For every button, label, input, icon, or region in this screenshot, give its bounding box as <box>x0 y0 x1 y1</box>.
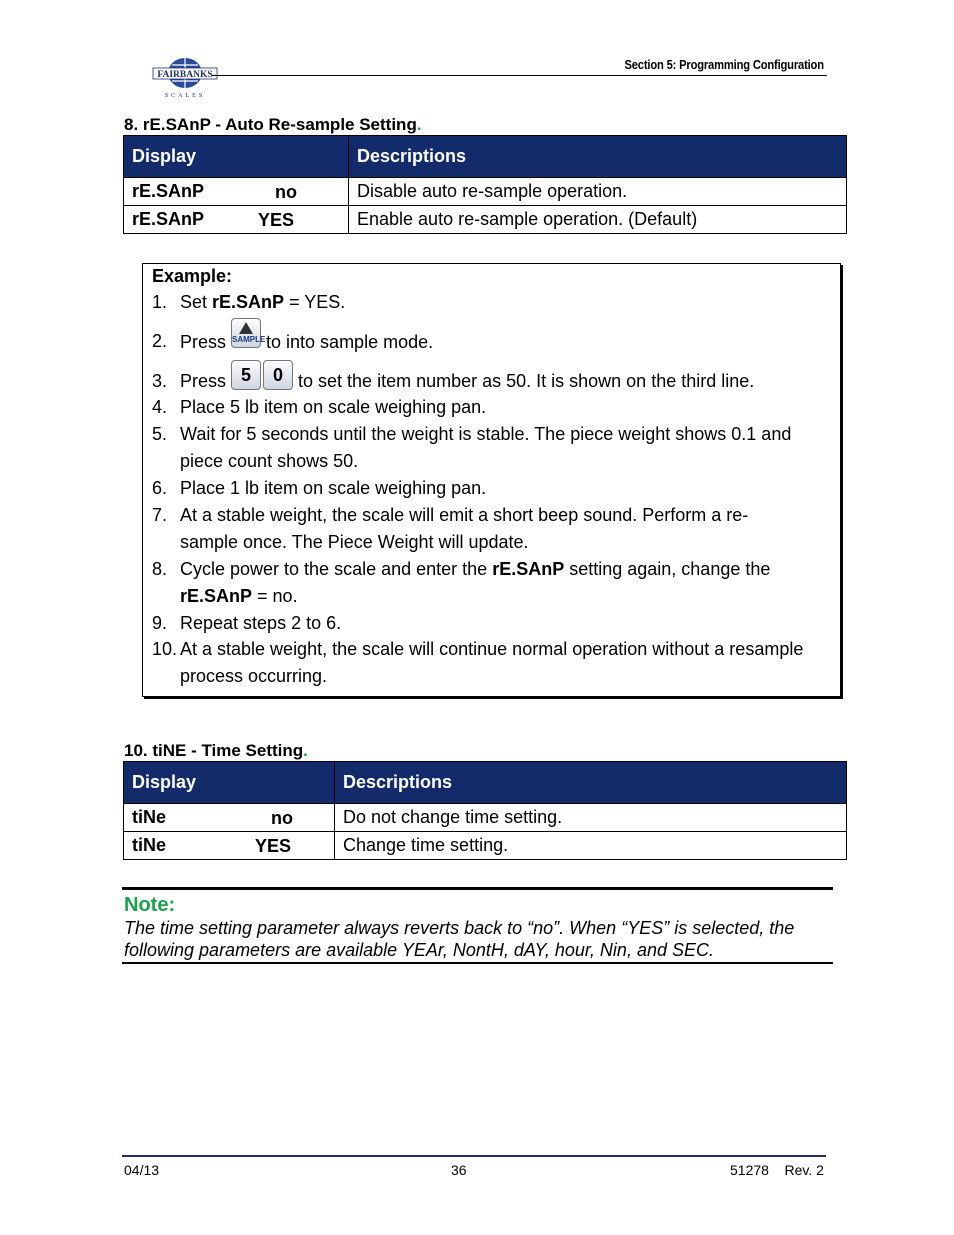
param-value: YES <box>255 836 292 856</box>
descriptions-column-header: Descriptions <box>349 136 847 178</box>
display-column-header: Display <box>124 762 335 804</box>
note-line: following parameters are available YEAr, NontH, dAY, hour, Nin, and SEC. <box>124 940 714 960</box>
step-number: 8. <box>152 559 168 579</box>
param-name: rE.SAnP <box>132 209 205 229</box>
step-text: Cycle power to the scale and enter the rE.SAnP setting again, change the rE.SAnP = no. <box>180 559 771 606</box>
param-value: no <box>271 808 293 828</box>
key-5-icon: 5 <box>231 360 261 390</box>
table-row <box>124 178 847 206</box>
table-row <box>124 206 847 234</box>
step-text: At a stable weight, the scale will emit a short beep sound. Perform a re- sample once. The Piece Weight will update. <box>180 505 749 552</box>
description-cell: Do not change time setting. <box>335 804 847 832</box>
step-text: Repeat steps 2 to 6. <box>180 613 342 633</box>
description-cell: Disable auto re-sample operation. <box>349 178 847 206</box>
descriptions-column-header: Descriptions <box>335 762 847 804</box>
step-number: 2. <box>152 331 168 351</box>
step-number: 1. <box>152 292 168 312</box>
example-title: Example: <box>152 266 233 286</box>
step-text: Place 1 lb item on scale weighing pan. <box>180 478 487 498</box>
display-cell <box>124 804 335 832</box>
table-header-row <box>124 762 847 804</box>
note-text <box>124 917 836 961</box>
note-line: The time setting parameter always reverts back to “no”. When “YES” is selected, the <box>124 918 795 938</box>
step-text: Wait for 5 seconds until the weight is stable. The piece weight shows 0.1 and piece count shows 50. <box>180 424 792 471</box>
footer-divider <box>122 1155 826 1157</box>
step-text: Place 5 lb item on scale weighing pan. <box>180 397 487 417</box>
header-divider <box>212 75 827 76</box>
section-8-heading-text: 8. rE.SAnP - Auto Re-sample Setting <box>124 115 417 134</box>
table-header-row <box>124 136 847 178</box>
step-number: 4. <box>152 397 168 417</box>
description-cell: Enable auto re-sample operation. (Default) <box>349 206 847 234</box>
step-number: 9. <box>152 613 168 633</box>
step-text: Press 5 0 to set the item number as 50. It is shown on the third line. <box>180 368 830 400</box>
step-text: Press SAMPLE to into sample mode. <box>180 328 830 358</box>
section-10-heading-text: 10. tiNE - Time Setting <box>124 741 304 760</box>
step-number: 3. <box>152 371 168 391</box>
footer-date: 04/13 <box>124 1162 160 1178</box>
step-text: At a stable weight, the scale will continue normal operation without a resample process occurring. <box>180 639 804 686</box>
display-cell <box>124 178 349 206</box>
note-top-rule <box>122 887 833 890</box>
time-settings-table <box>123 761 847 860</box>
fairbanks-logo <box>152 55 218 100</box>
resample-settings-table <box>123 135 847 234</box>
note-bottom-rule <box>122 962 833 964</box>
logo-subtext: SCALES <box>164 93 206 99</box>
step-number: 6. <box>152 478 168 498</box>
param-name: tiNe <box>132 807 167 827</box>
note-title: Note: <box>124 894 176 916</box>
step-number: 5. <box>152 424 168 444</box>
key-0-icon: 0 <box>263 360 293 390</box>
display-cell <box>124 832 335 860</box>
description-cell: Change time setting. <box>335 832 847 860</box>
param-value: YES <box>258 210 295 230</box>
section-title: Section 5: Programming Configuration <box>624 57 824 72</box>
section-8-heading <box>124 115 422 135</box>
logo-text: FAIRBANKS <box>157 70 213 80</box>
page-number: 36 <box>451 1162 467 1178</box>
display-cell <box>124 206 349 234</box>
step-number: 10. <box>152 639 178 659</box>
sample-key-icon: SAMPLE <box>231 318 261 348</box>
param-name: rE.SAnP <box>132 181 205 201</box>
display-column-header: Display <box>124 136 349 178</box>
section-8-heading-dot: . <box>416 115 422 134</box>
table-row <box>124 804 847 832</box>
param-name: tiNe <box>132 835 167 855</box>
section-10-heading <box>124 741 308 761</box>
document-number: 51278 Rev. 2 <box>730 1162 824 1178</box>
step-number: 7. <box>152 505 168 525</box>
param-value: no <box>275 182 297 202</box>
step-text: Set rE.SAnP = YES. <box>180 292 346 312</box>
section-10-heading-dot: . <box>303 741 308 760</box>
table-row <box>124 832 847 860</box>
